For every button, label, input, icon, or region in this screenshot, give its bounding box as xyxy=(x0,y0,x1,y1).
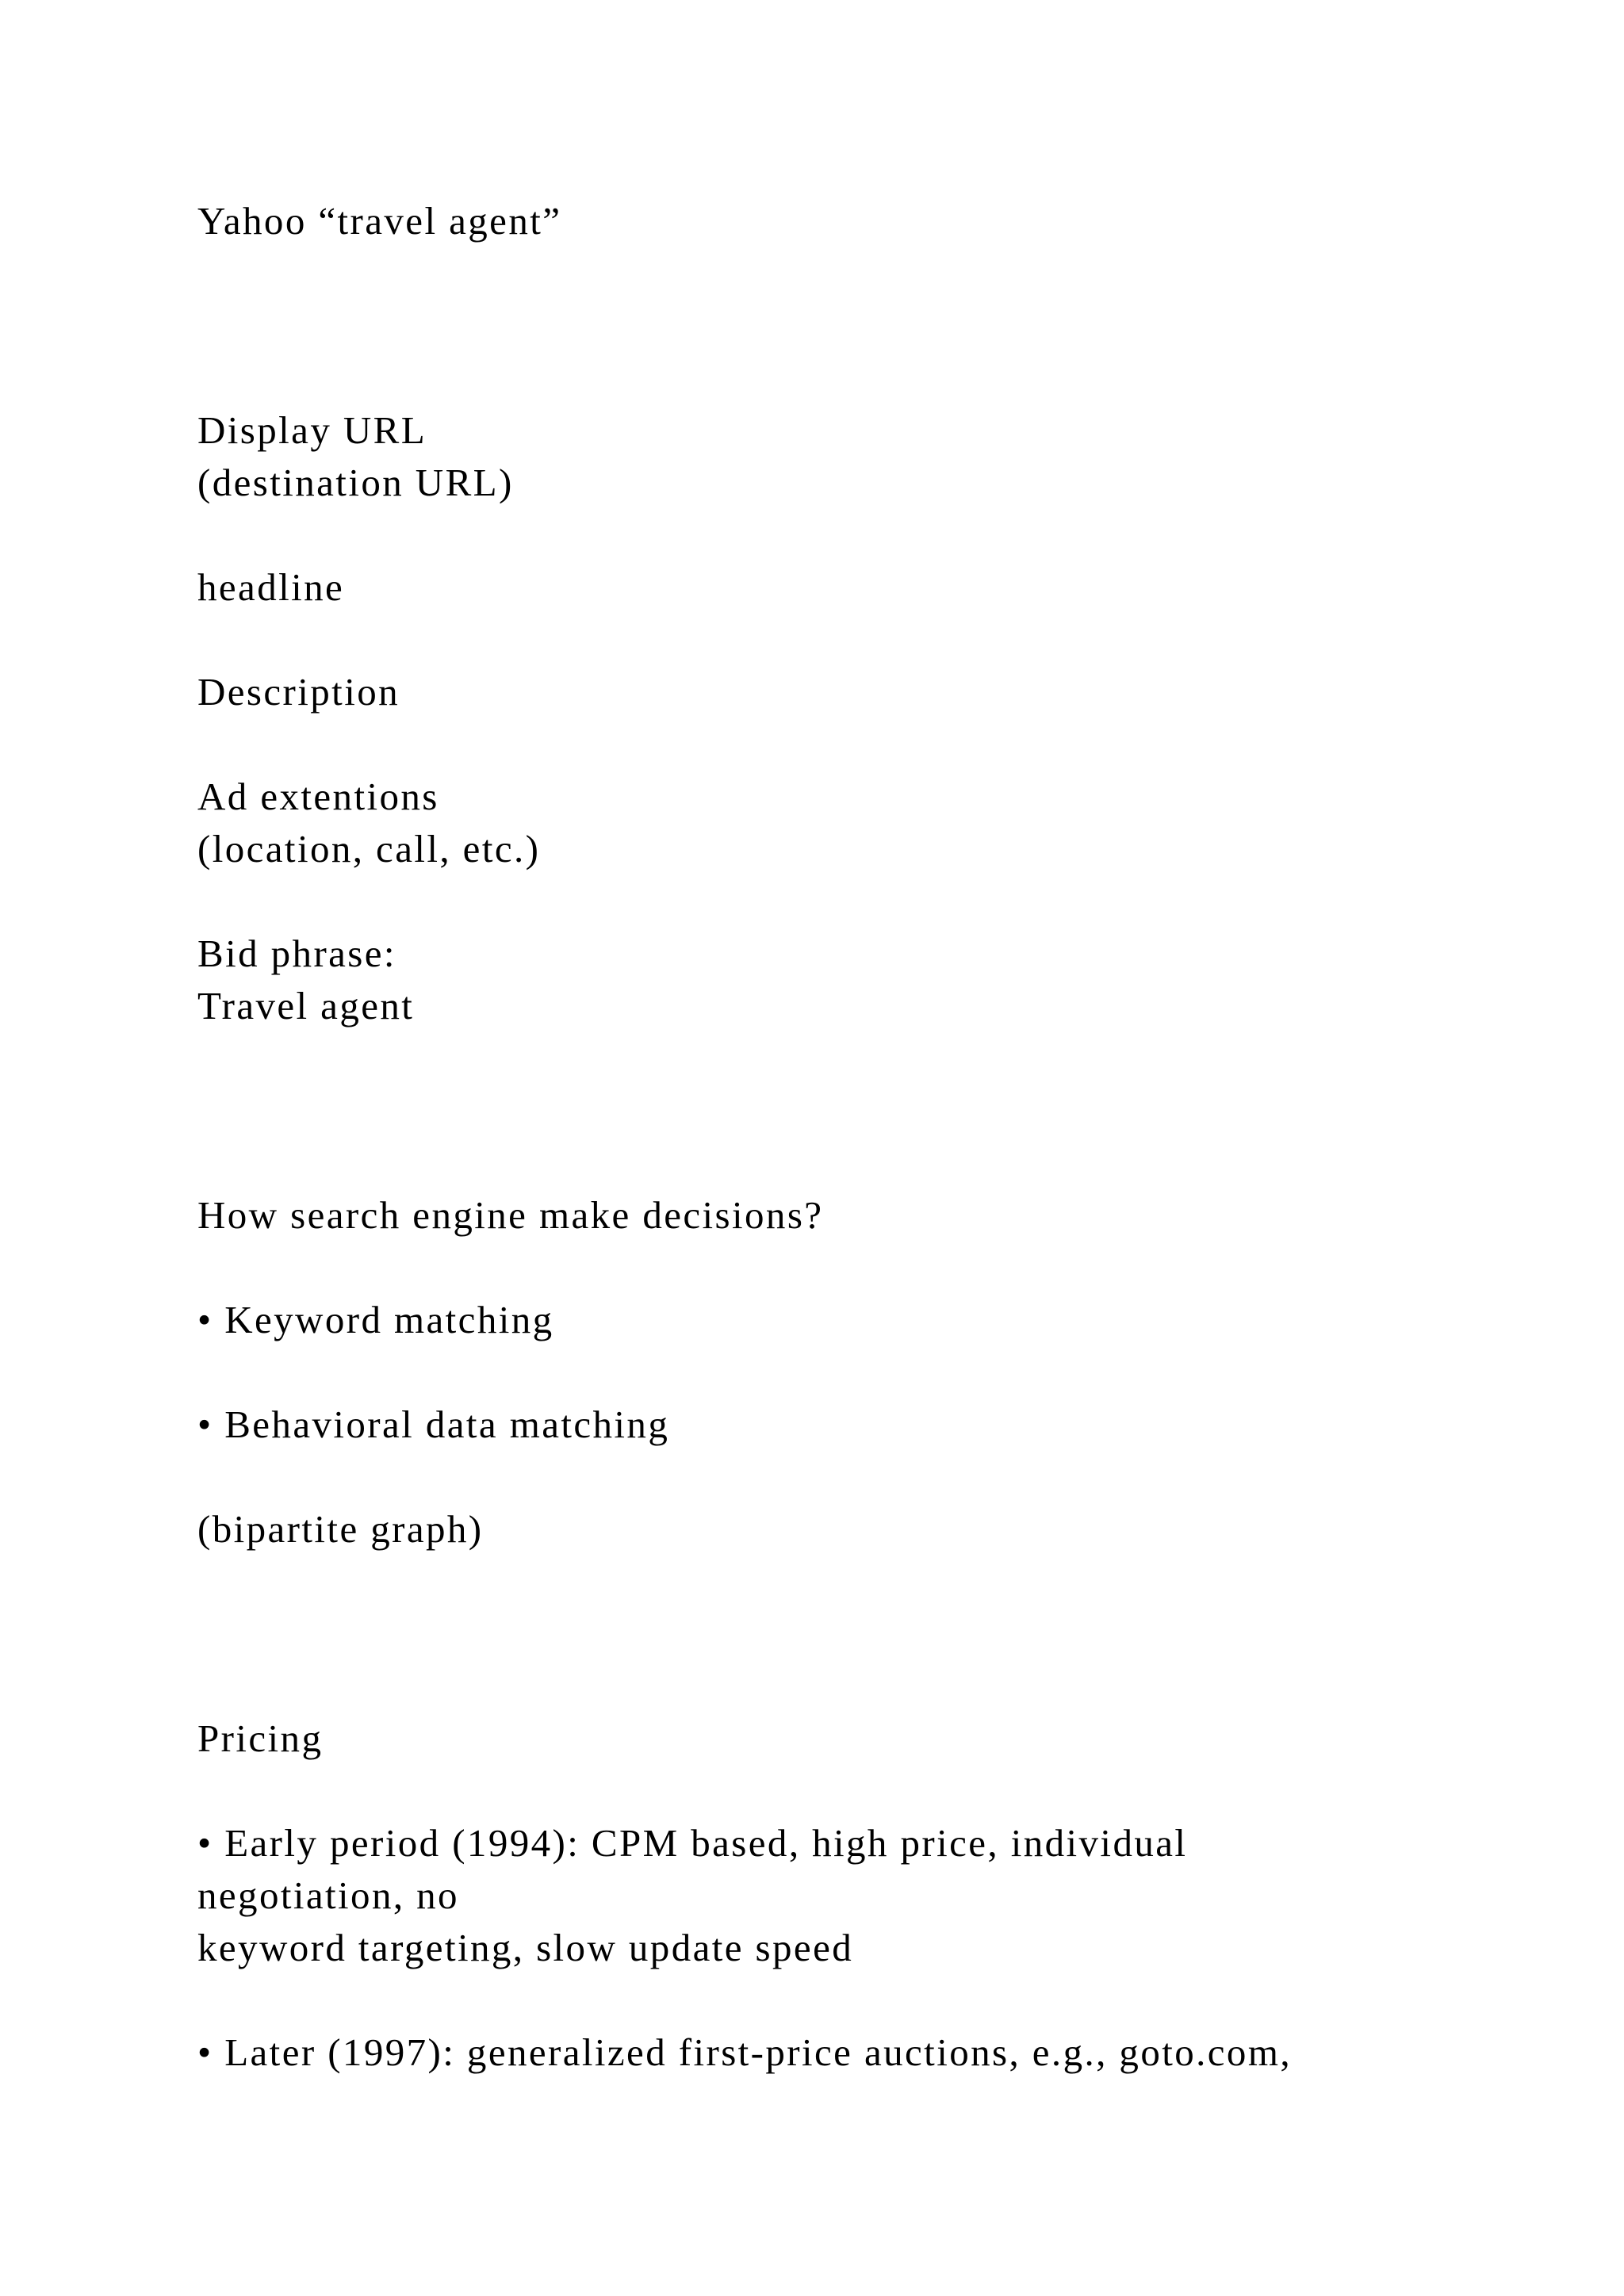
text-line: Pricing xyxy=(197,1716,324,1760)
text-line: Travel agent xyxy=(197,984,415,1027)
text-line: (destination URL) xyxy=(197,461,514,504)
text-line: Display URL xyxy=(197,408,427,452)
text-line: How search engine make decisions? xyxy=(197,1193,824,1237)
text-line: negotiation, no xyxy=(197,1873,459,1917)
bullet-item: • Keyword matching xyxy=(197,1298,554,1341)
text-line: keyword targeting, slow update speed xyxy=(197,1926,854,1969)
text-line: Description xyxy=(197,670,400,714)
bullet-item: • Later (1997): generalized first-price auctions, e.g., goto.com, xyxy=(197,2030,1292,2074)
text-line: (bipartite graph) xyxy=(197,1507,484,1551)
text-line: Yahoo “travel agent” xyxy=(197,199,562,243)
text-line: (location, call, etc.) xyxy=(197,827,541,871)
bullet-item: • Behavioral data matching xyxy=(197,1402,670,1446)
text-line: Bid phrase: xyxy=(197,932,396,975)
bullet-item: • Early period (1994): CPM based, high price, individual xyxy=(197,1821,1188,1865)
text-line: Ad extentions xyxy=(197,775,439,818)
text-line: headline xyxy=(197,565,345,609)
